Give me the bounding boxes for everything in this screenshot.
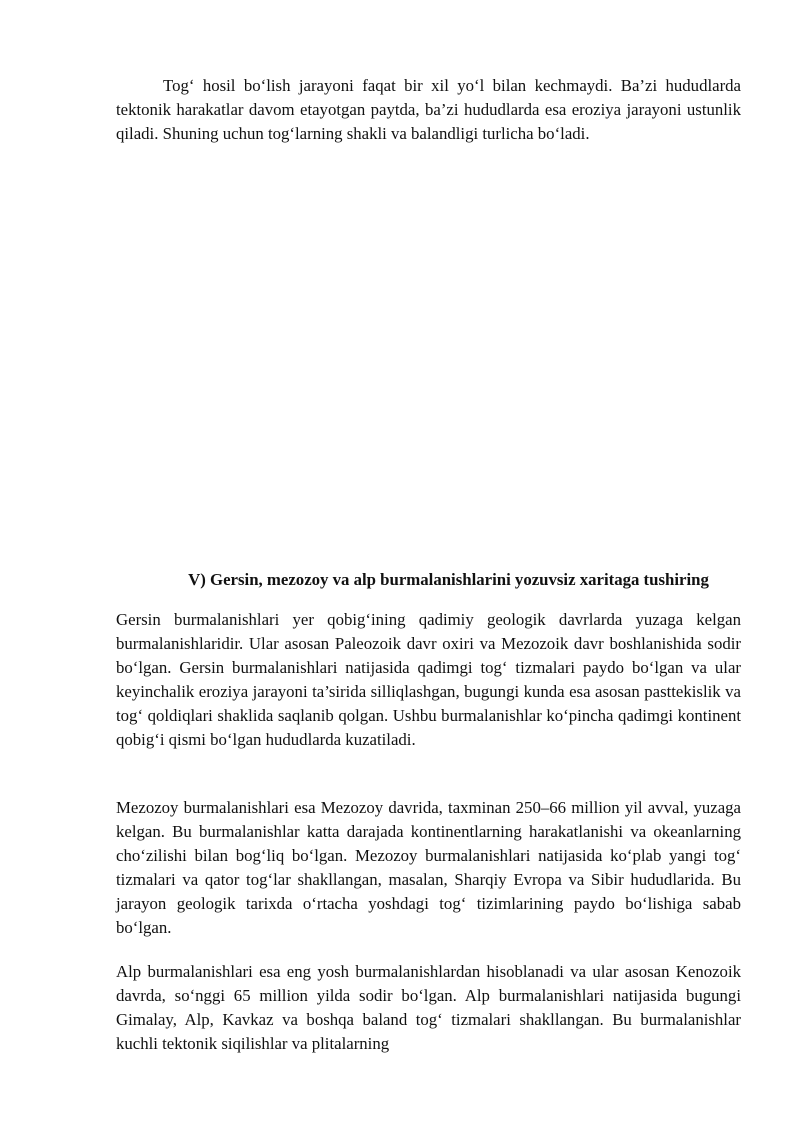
section-heading: V) Gersin, mezozoy va alp burmalanishlarini yozuvsiz xaritaga tushiring bbox=[188, 570, 709, 589]
paragraph-alp: Alp burmalanishlari esa eng yosh burmalanishlardan hisoblanadi va ular asosan Kenozoik davrda, so‘nggi 65 million yilda sodir bo‘lgan. Alp burmalanishlari natijasida bugungi Gimalay, Alp, Kavkaz va boshqa baland tog‘ tizmalari shakllangan. Bu burmalanishlar kuchli tektonik siqilishlar va plitalarning bbox=[116, 962, 741, 1053]
paragraph-mezozoy: Mezozoy burmalanishlari esa Mezozoy davrida, taxminan 250–66 million yil avval, yuzaga kelgan. Bu burmalanishlar katta darajada kontinentlarning harakatlanishi va okeanlarning cho‘zilishi bilan bog‘liq bo‘lgan. Mezozoy burmalanishlari natijasida ko‘plab yangi tog‘ tizmalari va qator tog‘lar shakllangan, masalan, Sharqiy Evropa va Sibir hududlarida. Bu jarayon geologik tarixda o‘rtacha yoshdagi tog‘ tizimlarining paydo bo‘lishiga sabab bo‘lgan. bbox=[116, 798, 741, 937]
intro-paragraph: Tog‘ hosil bo‘lish jarayoni faqat bir xil yo‘l bilan kechmaydi. Ba’zi hududlarda tektonik harakatlar davom etayotgan paytda, ba’zi hududlarda esa eroziya jarayoni ustunlik qiladi. Shuning uchun tog‘larning shakli va balandligi turlicha bo‘ladi. bbox=[116, 76, 741, 143]
paragraph-gersin: Gersin burmalanishlari yer qobig‘ining qadimiy geologik davrlarda yuzaga kelgan burmalanishlaridir. Ular asosan Paleozoik davr oxiri va Mezozoik davr boshlanishida sodir bo‘lgan. Gersin burmalanishlari natijasida qadimgi tog‘ tizmalari paydo bo‘lgan va ular keyinchalik eroziya jarayoni ta’sirida silliqlashgan, bugungi kunda esa asosan pasttekislik va tog‘ qoldiqlari shaklida saqlanib qolgan. Ushbu burmalanishlar ko‘pincha qadimgi kontinent qobig‘i qismi bo‘lgan hududlarda kuzatiladi. bbox=[116, 610, 741, 749]
blank-map-space bbox=[116, 175, 741, 550]
